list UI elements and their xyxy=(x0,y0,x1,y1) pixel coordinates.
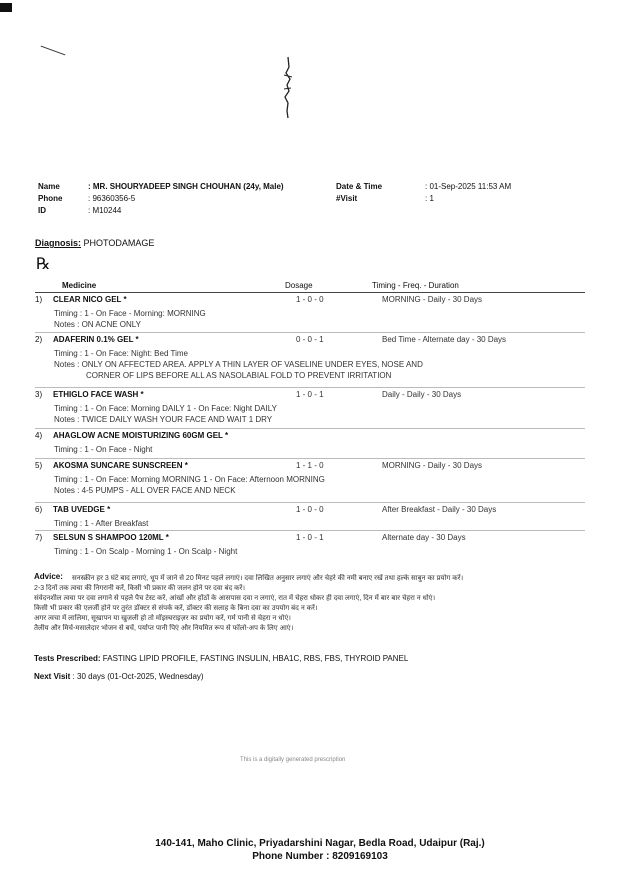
header-medicine: Medicine xyxy=(62,281,97,290)
clinic-address: 140-141, Maho Clinic, Priyadarshini Nagar, Bedla Road, Udaipur (Raj.) xyxy=(155,838,485,849)
header-dosage: Dosage xyxy=(285,281,313,290)
medicine-dosage: 1 - 1 - 0 xyxy=(296,461,324,470)
medicine-name: AKOSMA SUNCARE SUNSCREEN * xyxy=(53,461,188,470)
medicine-dosage: 1 - 0 - 0 xyxy=(296,505,324,514)
tests-value: FASTING LIPID PROFILE, FASTING INSULIN, HBA1C, RBS, FBS, THYROID PANEL xyxy=(102,654,409,663)
medicine-name: TAB UVEDGE * xyxy=(53,505,111,514)
header-rule xyxy=(35,292,585,293)
medicine-timing: Timing : 1 - On Face: Night: Bed Time xyxy=(54,349,188,358)
medicine-rule xyxy=(35,530,585,531)
datetime-value: : 01-Sep-2025 11:53 AM xyxy=(425,182,512,191)
medicine-number: 6) xyxy=(35,505,43,514)
medicine-timing: Timing : 1 - On Face - Night xyxy=(54,445,153,454)
advice-line: तैलीय और मिर्च-मसालेदार भोजन से बचें, पर्याप्त पानी पिएं और नियमित रूप से फॉलो-अप के लिए आएं। xyxy=(34,625,294,632)
next-visit xyxy=(34,672,204,681)
visit-label: #Visit xyxy=(336,194,358,203)
medicine-notes: Notes : 4-5 PUMPS - ALL OVER FACE AND NECK xyxy=(54,486,236,495)
diagnosis xyxy=(35,238,154,248)
medicine-name: AHAGLOW ACNE MOISTURIZING 60GM GEL * xyxy=(53,431,229,440)
medicine-rule xyxy=(35,332,585,333)
phone-value: : 96360356-5 xyxy=(88,194,136,203)
medicine-notes: Notes : ON ACNE ONLY xyxy=(54,320,141,329)
tests-label: Tests Prescribed: xyxy=(34,654,101,663)
medicine-timing: Timing : 1 - On Face: Morning MORNING 1 - On Face: Afternoon MORNING xyxy=(54,475,325,484)
medicine-number: 1) xyxy=(35,295,43,304)
medicine-timing: Timing : 1 - On Face - Morning: MORNING xyxy=(54,309,206,318)
next-visit-value: : 30 days (01-Oct-2025, Wednesday) xyxy=(72,672,204,681)
rx-symbol: ℞ xyxy=(36,254,51,273)
phone-label: Phone xyxy=(38,194,63,203)
advice-line: संवेदनशील त्वचा पर दवा लगाने से पहले पैच टेस्ट करें, आंखों और होंठों के आसपास दवा न लगाएं, रात में चेहरा धोकर ही दवा लगाएं, दिन में बार बार चेहरा न धोएं। xyxy=(34,595,436,602)
medicine-timing: Timing : 1 - After Breakfast xyxy=(54,519,149,528)
medicine-notes: Notes : TWICE DAILY WASH YOUR FACE AND WAIT 1 DRY xyxy=(54,415,273,424)
header-timing: Timing - Freq. - Duration xyxy=(372,281,459,290)
advice-line: 2-3 दिनों तक त्वचा की निगरानी करें, किसी भी प्रकार की जलन होने पर दवा बंद करें। xyxy=(34,585,246,592)
medicine-name: ETHIGLO FACE WASH * xyxy=(53,390,144,399)
id-label: ID xyxy=(38,206,46,215)
id-value: : M10244 xyxy=(88,206,122,215)
medicine-schedule: Bed Time - Alternate day - 30 Days xyxy=(382,335,507,344)
digital-note: This is a digitally generated prescription xyxy=(240,757,346,763)
medicine-name: SELSUN S SHAMPOO 120ML * xyxy=(53,533,169,542)
medicine-timing: Timing : 1 - On Scalp - Morning 1 - On Scalp - Night xyxy=(54,547,238,556)
name-value: : MR. SHOURYADEEP SINGH CHOUHAN (24y, Male) xyxy=(88,182,284,191)
scan-corner-mark xyxy=(0,3,12,12)
advice-line: सनस्क्रीन हर 3 घंटे बाद लगाएं, धूप में जाने से 20 मिनट पहले लगाएं। दवा लिखित अनुसार लगाएं और चेहरे की नमी बनाए रखें तथा हल्के साबुन का प्रयोग करें। xyxy=(72,575,464,582)
medicine-number: 2) xyxy=(35,335,43,344)
next-visit-label: Next Visit xyxy=(34,672,71,681)
signature-scribble xyxy=(282,55,294,120)
medicine-rule xyxy=(35,428,585,429)
advice-line: अगर त्वचा में लालिमा, सूखापन या खुजली हो तो मॉइस्चराइज़र का प्रयोग करें, गर्म पानी से चेहरा न धोएं। xyxy=(34,615,291,622)
medicine-rule xyxy=(35,502,585,503)
medicine-rule xyxy=(35,458,585,459)
medicine-number: 7) xyxy=(35,533,43,542)
advice-label: Advice: xyxy=(34,572,63,581)
scan-stroke xyxy=(41,46,66,56)
medicine-dosage: 1 - 0 - 1 xyxy=(296,533,324,542)
datetime-label: Date & Time xyxy=(336,182,383,191)
medicine-schedule: After Breakfast - Daily - 30 Days xyxy=(382,505,497,514)
medicine-notes: Notes : ONLY ON AFFECTED AREA. APPLY A THIN LAYER OF VASELINE UNDER EYES, NOSE AND xyxy=(54,360,423,369)
tests xyxy=(34,654,408,663)
medicine-name: CLEAR NICO GEL * xyxy=(53,295,127,304)
medicine-dosage: 1 - 0 - 1 xyxy=(296,390,324,399)
name-label: Name xyxy=(38,182,60,191)
medicine-schedule: MORNING - Daily - 30 Days xyxy=(382,295,483,304)
visit-value: : 1 xyxy=(425,194,434,203)
diagnosis-value: PHOTODAMAGE xyxy=(83,238,155,248)
medicine-name: ADAFERIN 0.1% GEL * xyxy=(53,335,139,344)
medicine-rule xyxy=(35,387,585,388)
medicine-dosage: 0 - 0 - 1 xyxy=(296,335,324,344)
medicine-number: 4) xyxy=(35,431,43,440)
medicine-timing: Timing : 1 - On Face: Morning DAILY 1 - On Face: Night DAILY xyxy=(54,404,277,413)
clinic-phone: Phone Number : 8209169103 xyxy=(252,851,388,862)
medicine-notes-cont: CORNER OF LIPS BEFORE ALL AS NASOLABIAL FOLD TO PREVENT IRRITATION xyxy=(86,371,392,380)
medicine-number: 5) xyxy=(35,461,43,470)
medicine-schedule: Alternate day - 30 Days xyxy=(382,533,466,542)
medicine-dosage: 1 - 0 - 0 xyxy=(296,295,324,304)
medicine-schedule: MORNING - Daily - 30 Days xyxy=(382,461,483,470)
advice-line: किसी भी प्रकार की एलर्जी होने पर तुरंत डॉक्टर से संपर्क करें, डॉक्टर की सलाह के बिना दवा का उपयोग बंद न करें। xyxy=(34,605,318,612)
medicine-number: 3) xyxy=(35,390,43,399)
medicine-schedule: Daily - Daily - 30 Days xyxy=(382,390,462,399)
diagnosis-label: Diagnosis: xyxy=(35,238,82,248)
